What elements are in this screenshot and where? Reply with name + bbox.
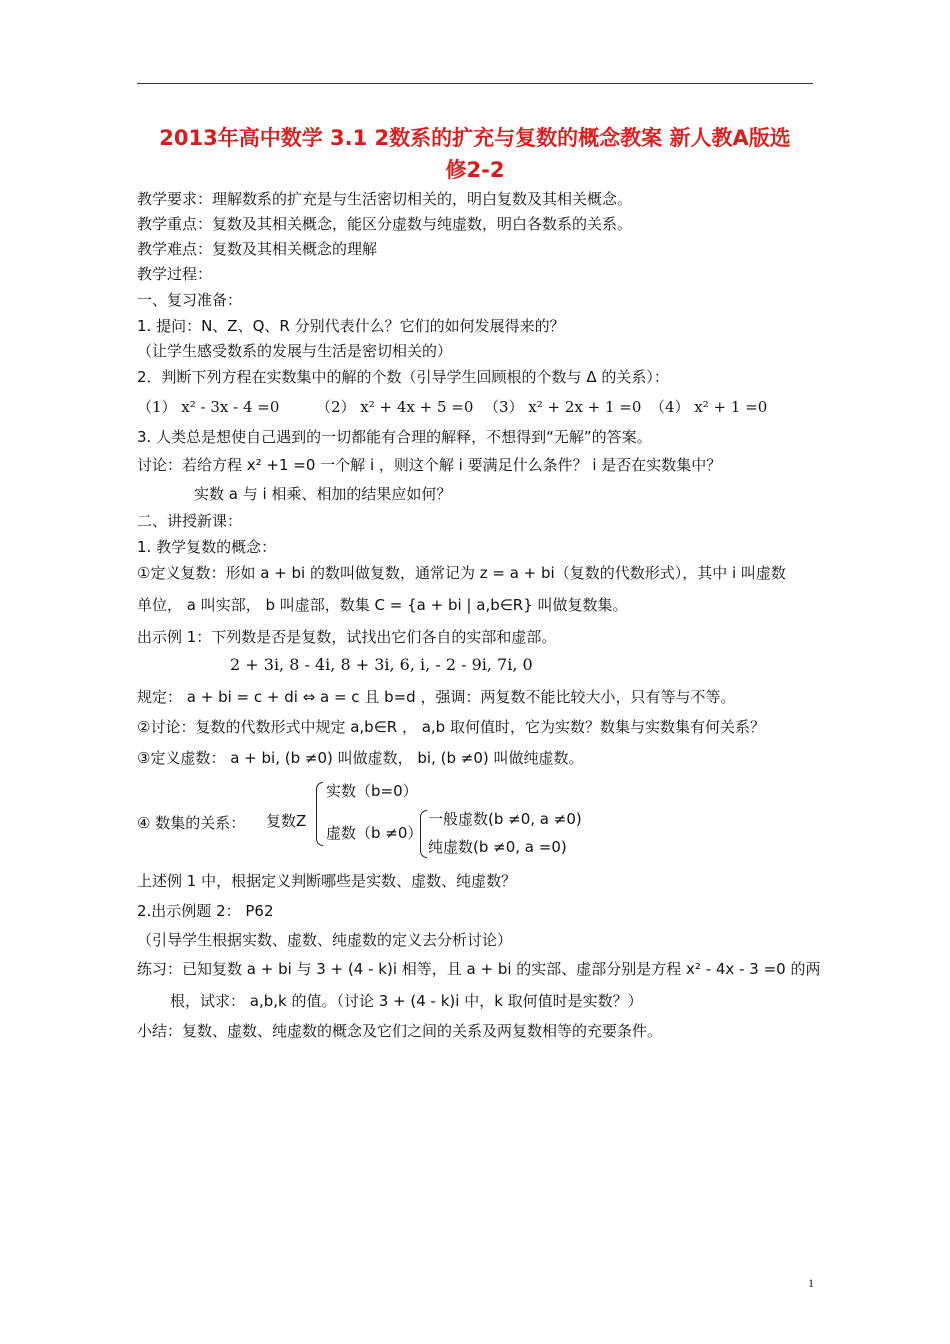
relation-brace-inner [420, 810, 427, 858]
equation-2: （2） x² + 4x + 5 =0 [316, 398, 474, 416]
relation-pure-imaginary: 纯虚数(b ≠0, a =0) [428, 838, 567, 856]
question-1-note: （让学生感受数系的发展与生活是密切相关的） [137, 342, 453, 360]
page-number: 1 [808, 1276, 814, 1290]
header-rule [137, 83, 813, 84]
example-1: 出示例 1：下列数是否是复数，试找出它们各自的实部和虚部。 [137, 628, 557, 646]
example-2-note: （引导学生根据实数、虚数、纯虚数的定义去分析讨论） [137, 931, 513, 949]
relation-general-imaginary: 一般虚数(b ≠0, a ≠0) [428, 810, 582, 828]
example-2: 2.出示例题 2： P62 [137, 902, 274, 920]
relation-label: ④ 数集的关系： [137, 814, 246, 832]
document-title-line2: 修2-2 [445, 158, 505, 182]
definition-complex-cont: 单位， a 叫实部， b 叫虚部，数集 C = {a + bi | a,b∈R} 叫做复数集。 [137, 596, 628, 614]
relation-real: 实数（b=0） [326, 782, 418, 800]
definition-complex: ①定义复数：形如 a + bi 的数叫做复数，通常记为 z = a + bi（复数的代数形式），其中 i 叫虚数 [137, 564, 786, 582]
teaching-requirement: 教学要求：理解数系的扩充是与生活密切相关的，明白复数及其相关概念。 [137, 190, 633, 208]
section-new-lesson-heading: 二、讲授新课： [137, 512, 243, 530]
relation-complex-z: 复数Z [266, 812, 307, 830]
discussion-2: ②讨论：复数的代数形式中规定 a,b∈R ， a,b 取何值时，它为实数？数集与实数集有何关系？ [137, 718, 765, 736]
teaching-difficulty: 教学难点：复数及其相关概念的理解 [137, 240, 378, 258]
equality-rule: 规定： a + bi = c + di ⇔ a = c 且 b=d ，强调：两复数不能比较大小，只有等与不等。 [137, 688, 736, 706]
question-2: 2．判断下列方程在实数集中的解的个数（引导学生回顾根的个数与 Δ 的关系）： [137, 368, 669, 386]
example-1-numbers: 2 + 3i, 8 - 4i, 8 + 3i, 6, i, - 2 - 9i, 7i, 0 [230, 655, 533, 674]
teaching-process-heading: 教学过程： [137, 265, 213, 283]
summary: 小结：复数、虚数、纯虚数的概念及它们之间的关系及两复数相等的充要条件。 [137, 1022, 663, 1040]
practice: 练习：已知复数 a + bi 与 3 + (4 - k)i 相等，且 a + bi 的实部、虚部分别是方程 x² - 4x - 3 =0 的两 [137, 960, 821, 978]
teaching-key-point: 教学重点：复数及其相关概念，能区分虚数与纯虚数，明白各数系的关系。 [137, 215, 633, 233]
practice-cont: 根，试求： a,b,k 的值。（讨论 3 + (4 - k)i 中，k 取何值时是实数？） [170, 992, 643, 1010]
definition-imaginary: ③定义虚数： a + bi, (b ≠0) 叫做虚数， bi, (b ≠0) 叫做纯虚数。 [137, 749, 584, 767]
relation-brace-outer [316, 782, 323, 846]
equation-4: （4） x² + 1 =0 [650, 398, 768, 416]
example-1-question: 上述例 1 中，根据定义判断哪些是实数、虚数、纯虚数？ [137, 872, 517, 890]
question-3: 3. 人类总是想使自己遇到的一切都能有合理的解释，不想得到“无解”的答案。 [137, 428, 652, 446]
discussion-1-cont: 实数 a 与 i 相乘、相加的结果应如何？ [194, 485, 452, 503]
complex-concept-heading: 1. 教学复数的概念： [137, 538, 277, 556]
document-title-line1: 2013年高中数学 3.1 2数系的扩充与复数的概念教案 新人教A版选 [159, 126, 791, 150]
relation-imaginary: 虚数（b ≠0） [326, 824, 423, 842]
question-1: 1. 提问：N、Z、Q、R 分别代表什么？它们的如何发展得来的？ [137, 317, 565, 335]
section-review-heading: 一、复习准备： [137, 291, 243, 309]
discussion-1: 讨论：若给方程 x² +1 =0 一个解 i ，则这个解 i 要满足什么条件？ i 是否在实数集中？ [137, 456, 722, 474]
equation-1: （1） x² - 3x - 4 =0 [137, 398, 280, 416]
equation-3: （3） x² + 2x + 1 =0 [484, 398, 642, 416]
